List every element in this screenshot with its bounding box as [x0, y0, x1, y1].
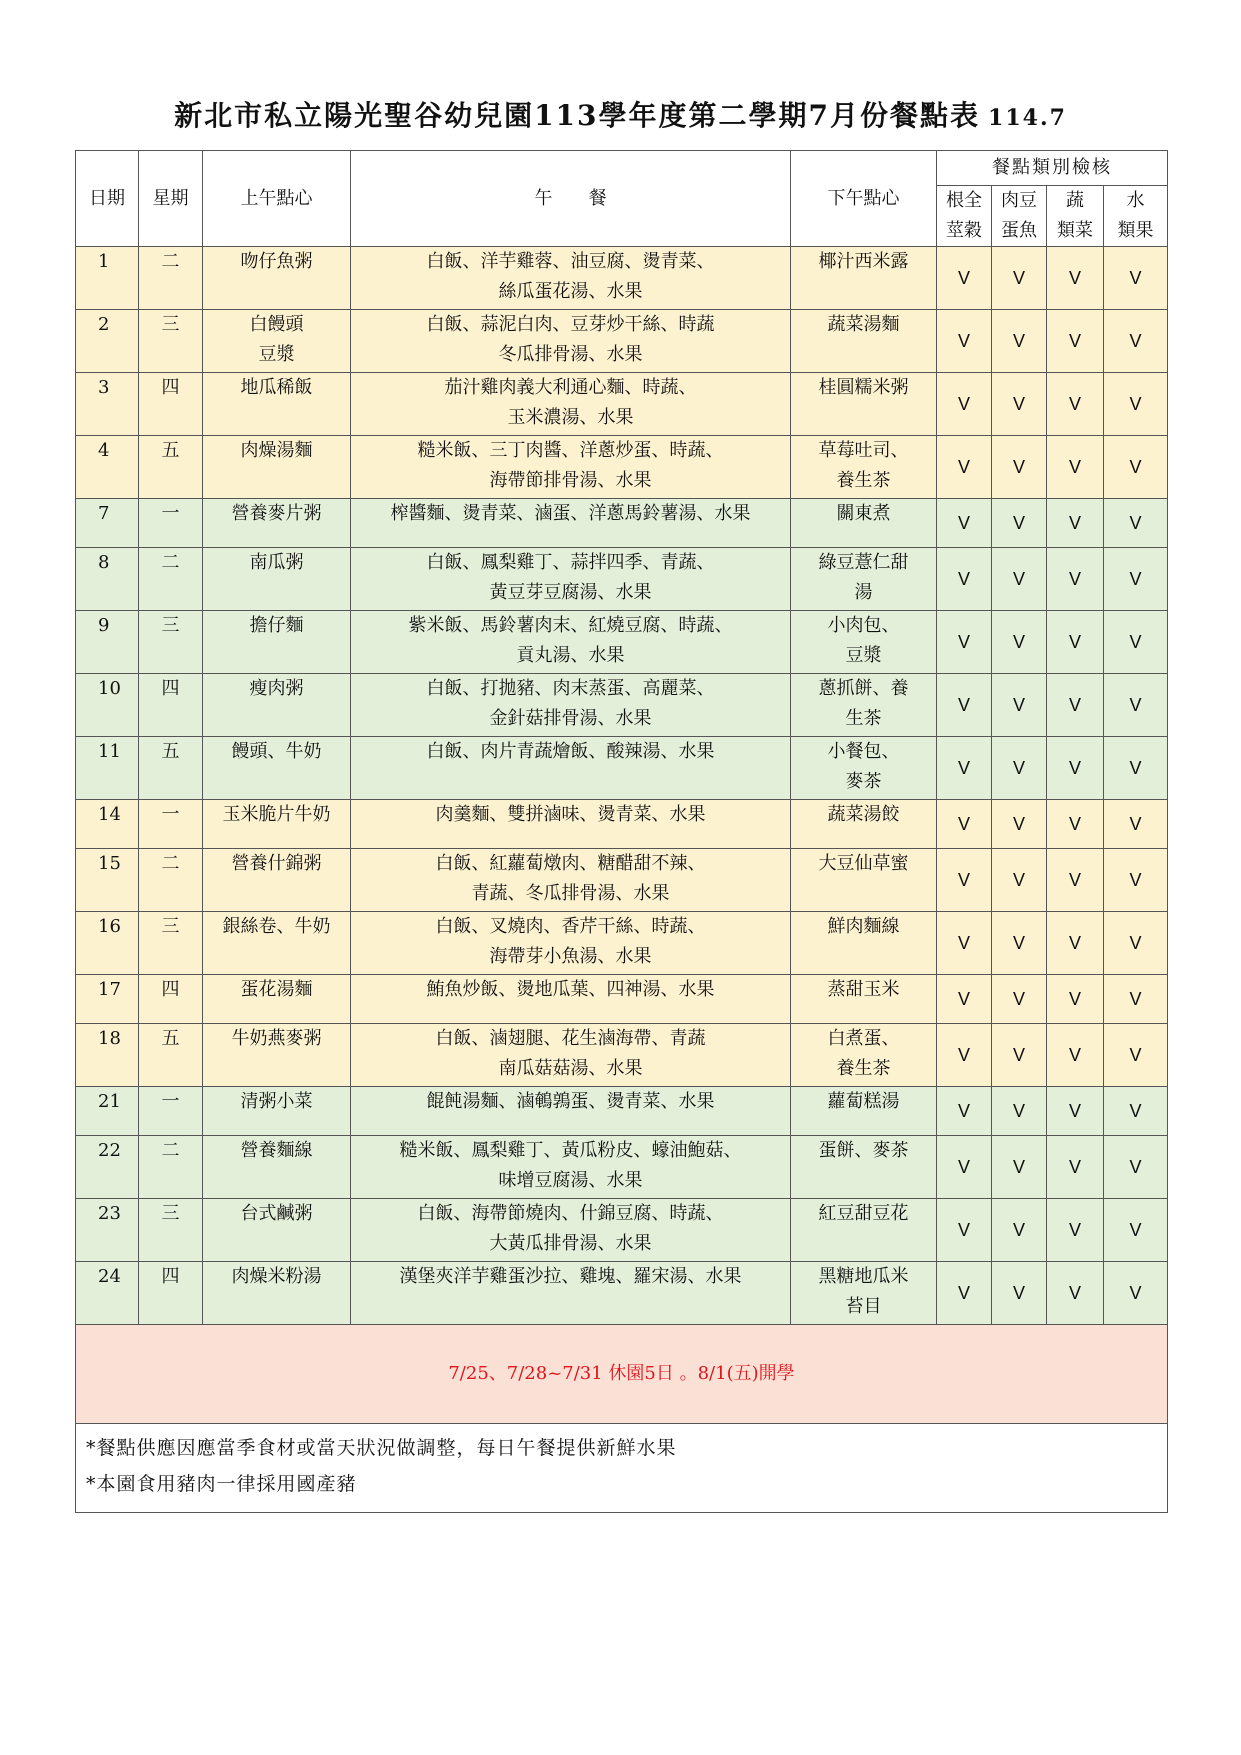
check-grain: V	[937, 800, 992, 849]
check-protein: V	[992, 849, 1047, 912]
cell-pm-snack-line: 蛋餅、麥茶	[818, 1140, 909, 1161]
note-line: *餐點供應因應當季食材或當天狀況做調整，每日午餐提供新鮮水果	[86, 1437, 677, 1459]
cell-am-snack-line: 南瓜粥	[249, 552, 304, 573]
cell-am-snack-line: 玉米脆片牛奶	[222, 804, 331, 825]
cell-date: 24	[76, 1262, 139, 1325]
cell-pm-snack-line: 綠豆薏仁甜	[818, 552, 909, 573]
cell-date: 17	[76, 975, 139, 1024]
cell-date: 18	[76, 1024, 139, 1087]
cell-dow: 二	[139, 548, 203, 611]
check-fruit: V	[1104, 247, 1168, 310]
cell-pm-snack-line: 關東煮	[836, 503, 891, 524]
check-fruit: V	[1104, 1087, 1168, 1136]
check-grain: V	[937, 373, 992, 436]
cell-lunch	[351, 674, 791, 737]
cell-am-snack	[203, 975, 351, 1024]
notes-row	[76, 1424, 1168, 1513]
cell-lunch-line: 榨醬麵、燙青菜、滷蛋、洋蔥馬鈴薯湯、水果	[390, 503, 751, 524]
check-protein: V	[992, 310, 1047, 373]
cell-dow: 一	[139, 1087, 203, 1136]
cell-lunch-line: 冬瓜排骨湯、水果	[498, 344, 643, 365]
cell-am-snack	[203, 1087, 351, 1136]
cat-line: 類菜	[1057, 220, 1093, 241]
cell-date: 7	[76, 499, 139, 548]
check-protein: V	[992, 611, 1047, 674]
cell-pm-snack	[791, 373, 937, 436]
cell-pm-snack-line: 蔬菜湯麵	[827, 314, 900, 335]
cell-dow: 三	[139, 611, 203, 674]
cell-am-snack	[203, 849, 351, 912]
cell-lunch-line: 白飯、蒜泥白肉、豆芽炒干絲、時蔬	[426, 314, 715, 335]
cell-dow: 三	[139, 310, 203, 373]
header-check-group: 餐點類別檢核	[937, 151, 1168, 186]
cell-dow: 五	[139, 1024, 203, 1087]
cell-date: 2	[76, 310, 139, 373]
cell-am-snack-line: 肉燥米粉湯	[231, 1266, 322, 1287]
cell-am-snack-line: 營養麵線	[240, 1140, 313, 1161]
cell-dow: 三	[139, 912, 203, 975]
title-year-month: 114.7	[988, 105, 1067, 131]
cell-lunch	[351, 373, 791, 436]
check-grain: V	[937, 1136, 992, 1199]
cell-lunch-line: 餛飩湯麵、滷鵪鶉蛋、燙青菜、水果	[426, 1091, 715, 1112]
cat-line: 蔬	[1066, 190, 1084, 211]
check-protein: V	[992, 1136, 1047, 1199]
table-row	[76, 737, 1168, 800]
cell-pm-snack-line: 麥茶	[845, 771, 882, 792]
cell-lunch-line: 白飯、滷翅腿、花生滷海帶、青蔬	[435, 1028, 706, 1049]
cell-lunch-line: 糙米飯、鳳梨雞丁、黃瓜粉皮、蠔油鮑菇、	[399, 1140, 742, 1161]
cell-am-snack	[203, 548, 351, 611]
cell-dow: 二	[139, 849, 203, 912]
check-grain: V	[937, 499, 992, 548]
check-vegetable: V	[1047, 912, 1104, 975]
notes	[76, 1424, 1168, 1513]
cell-am-snack	[203, 1136, 351, 1199]
check-fruit: V	[1104, 373, 1168, 436]
check-vegetable: V	[1047, 373, 1104, 436]
cell-am-snack	[203, 1199, 351, 1262]
check-grain: V	[937, 1262, 992, 1325]
check-protein: V	[992, 373, 1047, 436]
check-grain: V	[937, 1199, 992, 1262]
cell-pm-snack	[791, 800, 937, 849]
cell-dow: 三	[139, 1199, 203, 1262]
cell-pm-snack	[791, 1024, 937, 1087]
cell-am-snack-line: 吻仔魚粥	[240, 251, 313, 272]
check-vegetable: V	[1047, 1136, 1104, 1199]
cell-pm-snack-line: 苔目	[845, 1296, 882, 1317]
check-fruit: V	[1104, 436, 1168, 499]
check-grain: V	[937, 436, 992, 499]
cell-pm-snack-line: 湯	[854, 582, 873, 603]
cell-am-snack	[203, 310, 351, 373]
cell-lunch-line: 黃豆芽豆腐湯、水果	[489, 582, 652, 603]
cell-am-snack-line: 銀絲卷、牛奶	[222, 916, 331, 937]
cat-line: 莖穀	[946, 220, 982, 241]
check-vegetable: V	[1047, 247, 1104, 310]
cell-pm-snack	[791, 849, 937, 912]
cell-lunch-line: 貢丸湯、水果	[516, 645, 625, 666]
cell-am-snack	[203, 611, 351, 674]
cell-date: 3	[76, 373, 139, 436]
cell-am-snack-line: 肉燥湯麵	[240, 440, 313, 461]
cell-dow: 五	[139, 436, 203, 499]
check-grain: V	[937, 548, 992, 611]
header-dow: 星期	[139, 151, 203, 247]
cell-lunch	[351, 310, 791, 373]
header-cat-fruit	[1104, 186, 1168, 247]
cat-line: 蛋魚	[1001, 220, 1037, 241]
header-row-1	[76, 151, 1168, 186]
check-grain: V	[937, 310, 992, 373]
cell-date: 1	[76, 247, 139, 310]
page-title	[0, 94, 1241, 134]
table-row	[76, 373, 1168, 436]
cell-date: 9	[76, 611, 139, 674]
check-grain: V	[937, 737, 992, 800]
cell-lunch-line: 味增豆腐湯、水果	[498, 1170, 643, 1191]
cell-lunch	[351, 849, 791, 912]
cell-am-snack	[203, 436, 351, 499]
cell-pm-snack-line: 草莓吐司、	[818, 440, 909, 461]
table-row	[76, 849, 1168, 912]
cell-date: 11	[76, 737, 139, 800]
table-row	[76, 1087, 1168, 1136]
check-protein: V	[992, 1199, 1047, 1262]
check-fruit: V	[1104, 849, 1168, 912]
check-vegetable: V	[1047, 310, 1104, 373]
cell-lunch-line: 玉米濃湯、水果	[507, 407, 634, 428]
check-protein: V	[992, 912, 1047, 975]
cell-pm-snack-line: 小餐包、	[827, 741, 900, 762]
cell-lunch	[351, 436, 791, 499]
table-row	[76, 436, 1168, 499]
cell-lunch-line: 白飯、紅蘿蔔燉肉、糖醋甜不辣、	[435, 853, 706, 874]
cell-lunch	[351, 1087, 791, 1136]
cell-pm-snack-line: 豆漿	[845, 645, 882, 666]
cell-pm-snack	[791, 975, 937, 1024]
cell-lunch-line: 白飯、叉燒肉、香芹干絲、時蔬、	[435, 916, 706, 937]
cell-lunch-line: 大黃瓜排骨湯、水果	[489, 1233, 652, 1254]
cell-am-snack-line: 台式鹹粥	[240, 1203, 313, 1224]
cell-date: 21	[76, 1087, 139, 1136]
cell-dow: 二	[139, 247, 203, 310]
check-fruit: V	[1104, 310, 1168, 373]
check-vegetable: V	[1047, 548, 1104, 611]
cell-pm-snack	[791, 912, 937, 975]
table-row	[76, 611, 1168, 674]
cell-am-snack-line: 營養什錦粥	[231, 853, 322, 874]
cell-am-snack	[203, 800, 351, 849]
cell-date: 23	[76, 1199, 139, 1262]
cell-am-snack-line: 瘦肉粥	[249, 678, 304, 699]
cell-am-snack	[203, 247, 351, 310]
cat-line: 肉豆	[1001, 190, 1037, 211]
cell-pm-snack-line: 生茶	[845, 708, 882, 729]
cell-pm-snack	[791, 611, 937, 674]
cell-am-snack	[203, 912, 351, 975]
check-vegetable: V	[1047, 674, 1104, 737]
cell-am-snack	[203, 1262, 351, 1325]
cell-am-snack	[203, 1024, 351, 1087]
cell-pm-snack-line: 紅豆甜豆花	[818, 1203, 909, 1224]
cell-lunch-line: 白飯、洋芋雞蓉、油豆腐、燙青菜、	[426, 251, 715, 272]
header-lunch: 午 餐	[351, 151, 791, 247]
cell-pm-snack	[791, 1087, 937, 1136]
check-grain: V	[937, 849, 992, 912]
cell-lunch	[351, 1262, 791, 1325]
check-fruit: V	[1104, 548, 1168, 611]
cell-lunch	[351, 1024, 791, 1087]
cell-lunch	[351, 1136, 791, 1199]
cell-am-snack-line: 豆漿	[258, 344, 295, 365]
check-protein: V	[992, 737, 1047, 800]
check-vegetable: V	[1047, 800, 1104, 849]
cell-lunch-line: 糙米飯、三丁肉醬、洋蔥炒蛋、時蔬、	[417, 440, 724, 461]
cell-lunch	[351, 548, 791, 611]
header-cat-protein	[992, 186, 1047, 247]
cell-lunch-line: 茄汁雞肉義大利通心麵、時蔬、	[444, 377, 697, 398]
cell-dow: 四	[139, 674, 203, 737]
cat-line: 水	[1126, 190, 1145, 211]
cell-pm-snack-line: 蘿蔔糕湯	[827, 1091, 900, 1112]
cell-pm-snack-line: 桂圓糯米粥	[818, 377, 909, 398]
cell-pm-snack-line: 鮮肉麵線	[827, 916, 900, 937]
cell-pm-snack	[791, 1262, 937, 1325]
table-row	[76, 1024, 1168, 1087]
check-protein: V	[992, 1087, 1047, 1136]
cell-lunch-line: 肉羹麵、雙拼滷味、燙青菜、水果	[435, 804, 706, 825]
table-row	[76, 912, 1168, 975]
cell-pm-snack-line: 椰汁西米露	[818, 251, 909, 272]
cell-am-snack-line: 白饅頭	[249, 314, 304, 335]
cell-pm-snack	[791, 674, 937, 737]
cell-pm-snack	[791, 548, 937, 611]
cell-pm-snack	[791, 1136, 937, 1199]
check-fruit: V	[1104, 737, 1168, 800]
cell-lunch-line: 鮪魚炒飯、燙地瓜葉、四神湯、水果	[426, 979, 715, 1000]
cell-lunch	[351, 1199, 791, 1262]
table-row	[76, 674, 1168, 737]
cell-dow: 四	[139, 373, 203, 436]
cell-date: 4	[76, 436, 139, 499]
cell-lunch	[351, 912, 791, 975]
cell-lunch	[351, 800, 791, 849]
check-fruit: V	[1104, 611, 1168, 674]
cell-pm-snack	[791, 436, 937, 499]
cat-line: 根全	[946, 190, 982, 211]
check-protein: V	[992, 548, 1047, 611]
table-row	[76, 247, 1168, 310]
table-row	[76, 1199, 1168, 1262]
check-vegetable: V	[1047, 737, 1104, 800]
check-grain: V	[937, 611, 992, 674]
cell-am-snack-line: 清粥小菜	[240, 1091, 313, 1112]
cell-pm-snack-line: 養生茶	[836, 470, 891, 491]
table-row	[76, 1136, 1168, 1199]
cell-pm-snack	[791, 247, 937, 310]
cell-am-snack	[203, 373, 351, 436]
cell-lunch-line: 紫米飯、馬鈴薯肉末、紅燒豆腐、時蔬、	[408, 615, 733, 636]
cell-am-snack-line: 擔仔麵	[249, 615, 304, 636]
cell-am-snack-line: 牛奶燕麥粥	[231, 1028, 322, 1049]
check-vegetable: V	[1047, 499, 1104, 548]
cell-pm-snack-line: 養生茶	[836, 1058, 891, 1079]
cell-dow: 一	[139, 499, 203, 548]
cat-line: 類果	[1117, 220, 1154, 241]
cell-lunch	[351, 499, 791, 548]
check-grain: V	[937, 1087, 992, 1136]
cell-date: 8	[76, 548, 139, 611]
meal-table-body	[76, 247, 1168, 1325]
check-vegetable: V	[1047, 436, 1104, 499]
check-protein: V	[992, 1024, 1047, 1087]
cell-lunch	[351, 737, 791, 800]
cell-pm-snack-line: 白煮蛋、	[827, 1028, 900, 1049]
cell-lunch-line: 白飯、打拋豬、肉末蒸蛋、高麗菜、	[426, 678, 715, 699]
table-row	[76, 499, 1168, 548]
cell-lunch-line: 白飯、肉片青蔬燴飯、酸辣湯、水果	[426, 741, 715, 762]
cell-lunch-line: 漢堡夾洋芋雞蛋沙拉、雞塊、羅宋湯、水果	[399, 1266, 742, 1287]
cell-lunch-line: 海帶節排骨湯、水果	[489, 470, 652, 491]
check-vegetable: V	[1047, 1199, 1104, 1262]
check-grain: V	[937, 975, 992, 1024]
check-grain: V	[937, 247, 992, 310]
cell-date: 14	[76, 800, 139, 849]
check-vegetable: V	[1047, 611, 1104, 674]
check-fruit: V	[1104, 499, 1168, 548]
meal-table	[75, 150, 1168, 1513]
check-vegetable: V	[1047, 1262, 1104, 1325]
cell-pm-snack-line: 蒸甜玉米	[827, 979, 900, 1000]
cell-lunch	[351, 611, 791, 674]
cell-date: 22	[76, 1136, 139, 1199]
check-protein: V	[992, 975, 1047, 1024]
cell-lunch-line: 白飯、鳳梨雞丁、蒜拌四季、青蔬、	[426, 552, 715, 573]
check-grain: V	[937, 912, 992, 975]
table-row	[76, 1262, 1168, 1325]
check-vegetable: V	[1047, 975, 1104, 1024]
cell-lunch-line: 白飯、海帶節燒肉、什錦豆腐、時蔬、	[417, 1203, 724, 1224]
cell-pm-snack-line: 黑糖地瓜米	[818, 1266, 909, 1287]
closure-notice: 7/25、7/28~7/31 休園5日 。8/1(五)開學	[76, 1325, 1168, 1424]
check-protein: V	[992, 247, 1047, 310]
cell-am-snack-line: 蛋花湯麵	[240, 979, 313, 1000]
check-grain: V	[937, 674, 992, 737]
cell-pm-snack	[791, 310, 937, 373]
cell-pm-snack-line: 蔬菜湯餃	[827, 804, 900, 825]
cell-pm-snack-line: 蔥抓餅、養	[818, 678, 909, 699]
check-vegetable: V	[1047, 1024, 1104, 1087]
cell-am-snack	[203, 674, 351, 737]
note-line: *本園食用豬肉一律採用國產豬	[86, 1473, 357, 1495]
cell-dow: 四	[139, 975, 203, 1024]
header-cat-grain	[937, 186, 992, 247]
check-fruit: V	[1104, 912, 1168, 975]
check-fruit: V	[1104, 800, 1168, 849]
cell-am-snack-line: 饅頭、牛奶	[231, 741, 322, 762]
cell-dow: 四	[139, 1262, 203, 1325]
cell-am-snack	[203, 499, 351, 548]
check-protein: V	[992, 674, 1047, 737]
check-fruit: V	[1104, 674, 1168, 737]
table-row	[76, 310, 1168, 373]
cell-pm-snack	[791, 1199, 937, 1262]
table-row	[76, 800, 1168, 849]
title-main: 新北市私立陽光聖谷幼兒園113學年度第二學期7月份餐點表	[174, 99, 981, 132]
cell-am-snack	[203, 737, 351, 800]
check-fruit: V	[1104, 975, 1168, 1024]
cell-dow: 二	[139, 1136, 203, 1199]
cell-pm-snack	[791, 499, 937, 548]
cell-dow: 五	[139, 737, 203, 800]
cell-am-snack-line: 地瓜稀飯	[240, 377, 313, 398]
header-cat-vegetable	[1047, 186, 1104, 247]
check-fruit: V	[1104, 1024, 1168, 1087]
table-row	[76, 975, 1168, 1024]
cell-lunch	[351, 975, 791, 1024]
cell-lunch-line: 南瓜菇菇湯、水果	[498, 1058, 643, 1079]
check-vegetable: V	[1047, 849, 1104, 912]
header-am-snack: 上午點心	[203, 151, 351, 247]
notice-row	[76, 1325, 1168, 1424]
cell-pm-snack-line: 小肉包、	[827, 615, 900, 636]
cell-lunch	[351, 247, 791, 310]
check-protein: V	[992, 499, 1047, 548]
check-fruit: V	[1104, 1136, 1168, 1199]
check-grain: V	[937, 1024, 992, 1087]
check-protein: V	[992, 436, 1047, 499]
cell-pm-snack-line: 大豆仙草蜜	[818, 853, 909, 874]
cell-pm-snack	[791, 737, 937, 800]
check-vegetable: V	[1047, 1087, 1104, 1136]
cell-dow: 一	[139, 800, 203, 849]
cell-date: 10	[76, 674, 139, 737]
cell-date: 16	[76, 912, 139, 975]
check-fruit: V	[1104, 1199, 1168, 1262]
cell-lunch-line: 青蔬、冬瓜排骨湯、水果	[471, 883, 670, 904]
header-date: 日期	[76, 151, 139, 247]
check-protein: V	[992, 800, 1047, 849]
check-protein: V	[992, 1262, 1047, 1325]
cell-lunch-line: 金針菇排骨湯、水果	[489, 708, 652, 729]
check-fruit: V	[1104, 1262, 1168, 1325]
cell-lunch-line: 海帶芽小魚湯、水果	[489, 946, 652, 967]
table-row	[76, 548, 1168, 611]
header-pm-snack: 下午點心	[791, 151, 937, 247]
cell-am-snack-line: 營養麥片粥	[231, 503, 322, 524]
cell-date: 15	[76, 849, 139, 912]
cell-lunch-line: 絲瓜蛋花湯、水果	[498, 281, 643, 302]
